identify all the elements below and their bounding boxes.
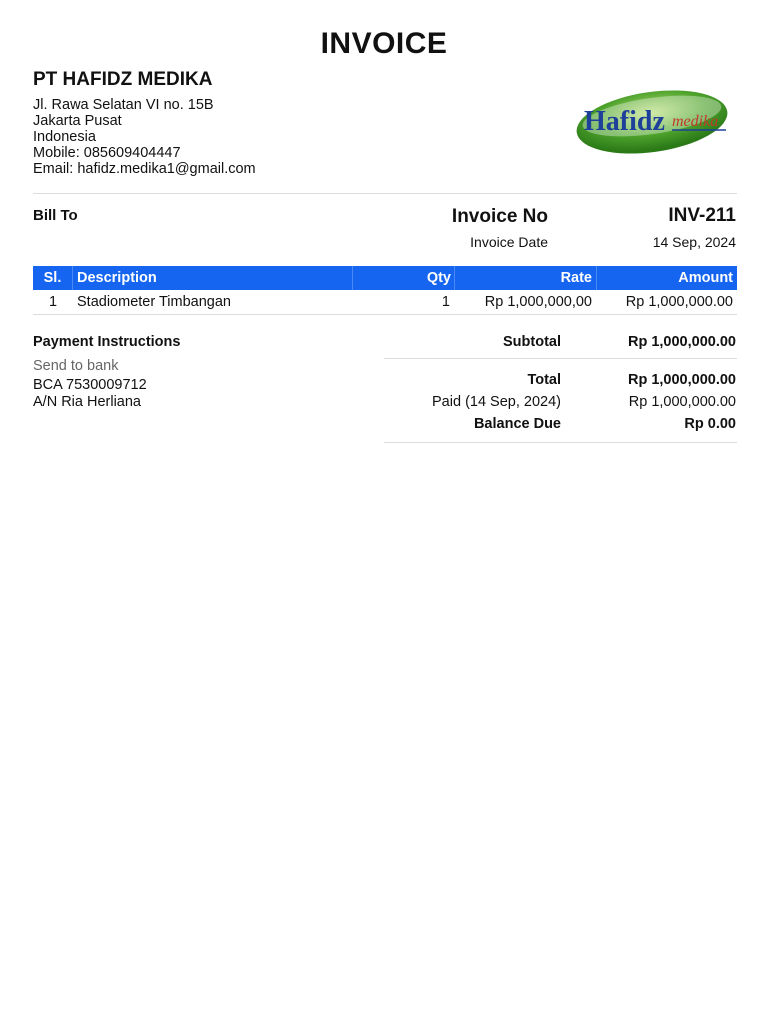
subtotal-value: Rp 1,000,000.00 <box>627 334 736 350</box>
row-description: Stadiometer Timbangan <box>77 294 231 310</box>
row-rate: Rp 1,000,000,00 <box>484 294 592 310</box>
logo-text-main: Hafidz <box>584 106 665 137</box>
row-qty: 1 <box>441 294 450 310</box>
invoice-number-value: INV-211 <box>668 205 736 226</box>
summary-divider <box>384 358 737 359</box>
invoice-title: INVOICE <box>320 27 448 60</box>
header-divider <box>33 193 737 194</box>
header-qty: Qty <box>353 266 455 290</box>
invoice-date-label: Invoice Date <box>470 234 548 250</box>
invoice-number-label: Invoice No <box>451 206 548 227</box>
company-address-line: Jakarta Pusat <box>33 113 122 129</box>
header-sl: Sl. <box>33 266 73 290</box>
balance-due-label: Balance Due <box>473 416 561 432</box>
payment-instructions-title: Payment Instructions <box>33 334 181 350</box>
payment-send-to: Send to bank <box>33 358 119 374</box>
header-rate: Rate <box>455 266 597 290</box>
paid-label: Paid (14 Sep, 2024) <box>432 394 561 410</box>
company-email: Email: hafidz.medika1@gmail.com <box>33 161 256 177</box>
row-amount: Rp 1,000,000.00 <box>625 294 733 310</box>
total-value: Rp 1,000,000.00 <box>627 372 736 388</box>
table-row <box>33 290 737 314</box>
total-label: Total <box>527 372 561 388</box>
header-description: Description <box>73 266 353 290</box>
company-logo <box>572 86 732 158</box>
company-mobile: Mobile: 085609404447 <box>33 145 181 161</box>
subtotal-label: Subtotal <box>503 334 561 350</box>
invoice-date-value: 14 Sep, 2024 <box>652 234 736 250</box>
paid-value: Rp 1,000,000.00 <box>628 394 736 410</box>
items-table-header <box>33 266 737 290</box>
payment-bank: BCA 7530009712 <box>33 377 147 393</box>
company-address-line: Indonesia <box>33 129 96 145</box>
balance-due-value: Rp 0.00 <box>684 416 736 432</box>
bill-to-label: Bill To <box>33 207 78 224</box>
logo-text-sub: medika <box>672 113 719 130</box>
summary-bottom-divider <box>384 442 737 443</box>
company-address-line: Jl. Rawa Selatan VI no. 15B <box>33 97 214 113</box>
company-name: PT HAFIDZ MEDIKA <box>33 69 213 90</box>
header-amount: Amount <box>678 270 733 286</box>
row-sl: 1 <box>48 294 58 310</box>
payment-account-name: A/N Ria Herliana <box>33 394 141 410</box>
table-divider <box>33 314 737 315</box>
